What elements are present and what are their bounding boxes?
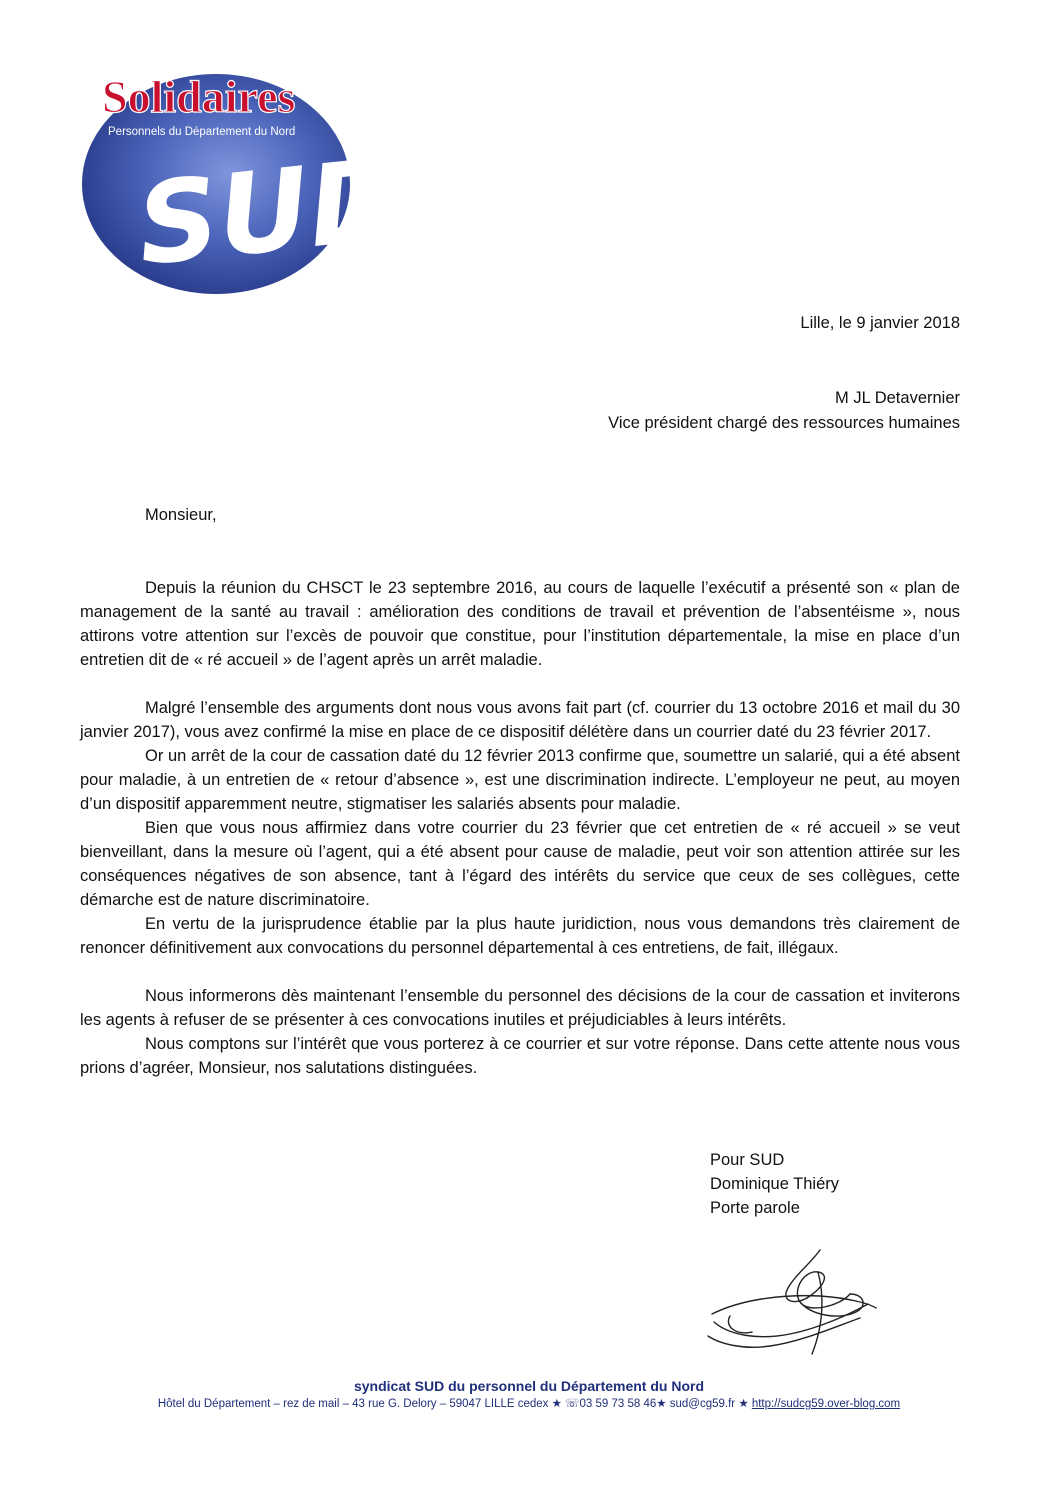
- footer-address-line: [0, 1396, 1058, 1410]
- signatory-name: Dominique Thiéry: [710, 1175, 840, 1193]
- closing-line: Pour SUD: [710, 1151, 785, 1169]
- paragraph: Malgré l’ensemble des arguments dont nous vous avons fait part (cf. courrier du 13 octobre 2016 et mail du 30 janvier 2017), vous avez confirmé la mise en place de ce dispositif délétère dans un courrier daté du 23 février 2017.: [80, 699, 960, 741]
- footer-title: syndicat SUD du personnel du Département du Nord: [353, 1378, 705, 1394]
- paragraph: En vertu de la jurisprudence établie par la plus haute juridiction, nous vous demandons très clairement de renoncer définitivement aux convocations du personnel départemental à ces entretiens, de fait, illégaux.: [80, 915, 960, 957]
- letter-body: [80, 576, 960, 1080]
- signatory-role: Porte parole: [710, 1199, 800, 1217]
- paragraph: Or un arrêt de la cour de cassation daté du 12 février 2013 confirme que, soumettre un salarié, qui a été absent pour maladie, à un entretien de « retour d’absence », est une discrimination indirecte. L’employeur ne peut, au moyen d’un dispositif apparemment neutre, stigmatiser les salariés absents pour maladie.: [80, 747, 960, 813]
- paragraph: Nous informerons dès maintenant l’ensemble du personnel des décisions de la cour de cassation et inviterons les agents à refuser de se présenter à ces convocations inutiles et préjudiciables à leurs intérêts.: [80, 987, 960, 1029]
- handwritten-signature: [700, 1244, 890, 1364]
- paragraph: Depuis la réunion du CHSCT le 23 septembre 2016, au cours de laquelle l’exécutif a présenté son « plan de management de la santé au travail : amélioration des conditions de travail et prévention de l’absentéisme », nous attirons votre attention sur l’excès de pouvoir que constitue, pour l’institution départementale, la mise en place d’un entretien dit de « ré accueil » de l’agent après un arrêt maladie.: [80, 579, 960, 669]
- letter-date: Lille, le 9 janvier 2018: [800, 314, 960, 332]
- logo-subtitle: Personnels du Département du Nord: [108, 126, 296, 138]
- paragraph: Nous comptons sur l’intérêt que vous porterez à ce courrier et sur votre réponse. Dans cette attente nous vous prions d’agréer, Monsieur, nos salutations distinguées.: [80, 1035, 960, 1077]
- recipient-title: Vice président chargé des ressources humaines: [608, 414, 960, 432]
- logo-main-text: SUD: [131, 134, 409, 292]
- paragraph: Bien que vous nous affirmiez dans votre courrier du 23 février que cet entretien de « ré accueil » se veut bienveillant, dans la mesure où l’agent, qui a été absent pour cause de maladie, peut voir son attention attirée sur les conséquences négatives de son absence, tant à l’égard des intérêts du service que ceux de ses collègues, cette démarche est de nature discriminatoire.: [80, 819, 960, 909]
- footer-website-link[interactable]: http://sudcg59.over-blog.com: [751, 1398, 901, 1410]
- logo-top-text: Solidaires: [102, 71, 296, 122]
- recipient-name: M JL Detavernier: [834, 389, 960, 407]
- solidaires-sud-logo: [78, 60, 409, 296]
- footer-address: Hôtel du Département – rez de mail – 43 rue G. Delory – 59047 LILLE cedex ★ ☏03 59 73 58 46★ sud@cg59.fr ★: [157, 1398, 752, 1410]
- recipient-block: [608, 386, 960, 436]
- closing-block: [710, 1148, 839, 1220]
- salutation: Monsieur,: [145, 506, 217, 524]
